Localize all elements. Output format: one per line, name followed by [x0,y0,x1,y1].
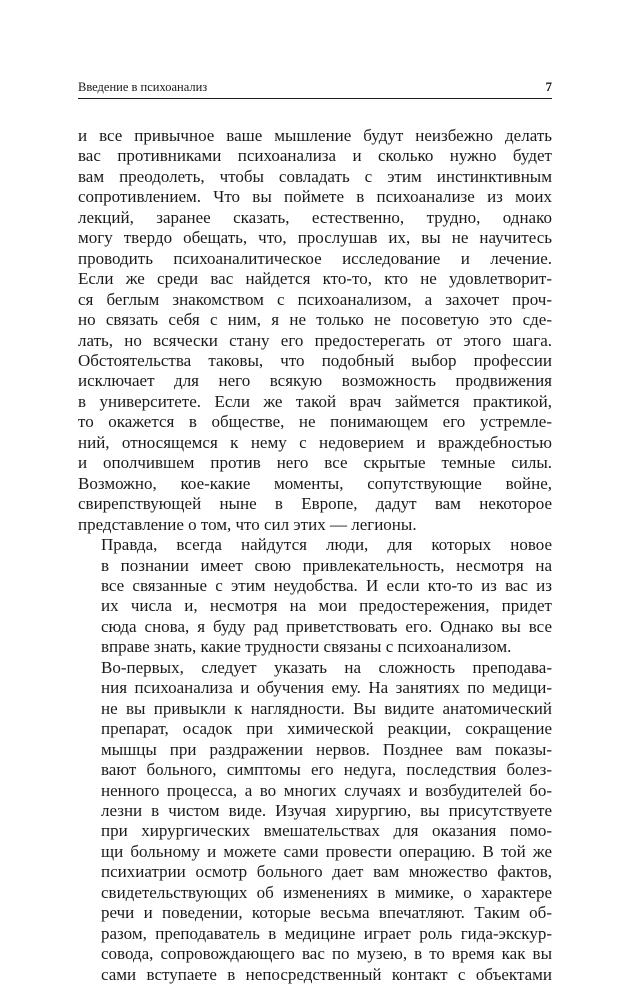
text-line: сопротивлением. Что вы поймете в психоанализе из моих [78,187,552,207]
text-line: вам преодолеть, чтобы совладать с этим инстинктивным [78,166,552,186]
text-line: Правда, всегда найдутся люди, для которых новое [101,535,552,555]
paragraph [78,535,552,658]
text-line: то окажется в обществе, не понимающем его устремле- [78,412,552,432]
text-line: все связанные с этим неудобства. И если кто-то из вас из [101,575,552,595]
text-line: вправе знать, какие трудности связаны с психоанализом. [101,637,512,657]
text-line: Возможно, кое-какие моменты, сопутствующие войне, [78,473,552,493]
text-line: лать, но всячески стану его предостерегать от этого шага. [78,330,552,350]
paragraph [78,126,552,535]
text-line: ся беглым знакомством с психоанализом, а захочет проч- [78,289,552,309]
text-line: не вы привыкли к наглядности. Вы видите анатомический [101,698,552,718]
text-line: совода, сопровождающего вас по музею, в то время как вы [101,944,552,964]
paragraph [78,658,552,985]
text-line: сюда снова, я буду рад приветствовать его. Однако вы все [101,616,552,636]
text-line: в университете. Если же такой врач займется практикой, [78,391,552,411]
text-line: свидетельствующих об изменениях в мимике, о характере [101,882,552,902]
text-line: мышцы при раздражении нервов. Позднее вам показы- [101,739,552,759]
text-line: представление о том, что сил этих — легионы. [78,514,417,534]
header-rule [78,98,552,99]
text-line: сами вступаете в непосредственный контакт с объектами [101,964,552,984]
text-line: их числа и, несмотря на мои предостережения, придет [101,596,552,616]
text-line: речи и поведении, которые весьма впечатляют. Таким об- [101,903,552,923]
body-text [78,126,552,985]
text-line: разом, преподаватель в медицине играет роль гида-экскур- [101,923,552,943]
text-line: при хирургических вмешательствах для оказания помо- [101,821,552,841]
text-line: и ополчившем против него все скрытые темные силы. [78,453,552,473]
text-line: лезни в чистом виде. Изучая хирургию, вы присутствуете [101,800,552,820]
text-line: вас противниками психоанализа и сколько нужно будет [78,146,552,166]
text-line: ния психоанализа и обучения ему. На занятиях по медици- [101,678,552,698]
text-line: щи больному и можете сами провести операцию. В той же [101,841,552,861]
running-header [78,78,552,96]
text-line: проводить психоаналитическое исследование и лечение. [78,248,552,268]
text-line: могу твердо обещать, что, прослушав их, вы не научитесь [78,228,552,248]
text-line: и все привычное ваше мышление будут неизбежно делать [78,126,552,145]
text-line: Обстоятельства таковы, что подобный выбор профессии [78,350,552,370]
text-line: лекций, заранее сказать, естественно, трудно, однако [78,207,552,227]
text-line: Если же среди вас найдется кто-то, кто не удовлетворит- [78,269,552,289]
text-line: ний, относящемся к нему с недоверием и враждебностью [78,432,552,452]
text-line: ненного процесса, а во многих случаях и возбудителей бо- [101,780,552,800]
text-line: свирепствующей ныне в Европе, дадут вам некоторое [78,494,552,514]
text-line: но связать себя с ним, я не только не посоветую это сде- [78,310,552,330]
text-line: психиатрии осмотр больного дает вам множество фактов, [101,862,552,882]
text-line: вают больного, симптомы его недуга, последствия болез- [101,760,552,780]
running-header-title: Введение в психоанализ [78,80,208,94]
text-line: в познании имеет свою привлекательность, несмотря на [101,555,552,575]
text-line: препарат, осадок при химической реакции, сокращение [101,719,552,739]
page-number: 7 [545,79,552,94]
text-line: Во-первых, следует указать на сложность преподава- [101,657,552,677]
text-line: исключает для него всякую возможность продвижения [78,371,552,391]
